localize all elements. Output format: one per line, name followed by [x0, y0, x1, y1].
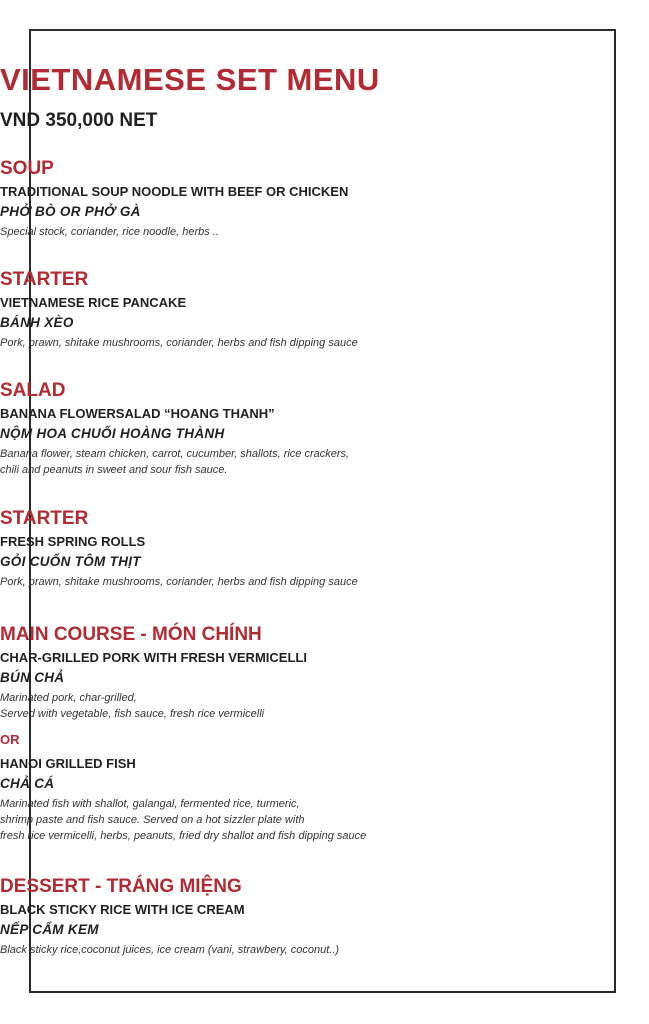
dish-name-vn: GỎI CUỐN TÔM THỊT [0, 554, 141, 569]
section-starter-2 [0, 506, 649, 590]
dish-name-en: BLACK STICKY RICE WITH ICE CREAM [0, 902, 245, 917]
dish-name-vn: PHỞ BÒ OR PHỞ GÀ [0, 204, 141, 219]
dish-name-en: FRESH SPRING ROLLS [0, 534, 146, 549]
section-title: MAIN COURSE - MÓN CHÍNH [0, 624, 262, 645]
dish-description: fresh rice vermicelli, herbs, peanuts, fried dry shallot and fish dipping sauce [0, 830, 367, 842]
section-soup [0, 156, 649, 240]
or-separator: OR [0, 732, 20, 747]
dish-description: chili and peanuts in sweet and sour fish sauce. [0, 464, 228, 476]
dish-description: Served with vegetable, fish sauce, fresh rice vermicelli [0, 708, 265, 720]
dish-name-en: CHAR-GRILLED PORK WITH FRESH VERMICELLI [0, 650, 307, 665]
section-main-course [0, 622, 649, 844]
dish-name-vn: CHẢ CÁ [0, 776, 55, 791]
dish-description: Marinated pork, char-grilled, [0, 692, 137, 704]
section-starter-1 [0, 267, 649, 351]
dish-description: Black sticky rice,coconut juices, ice cream (vani, strawbery, coconut..) [0, 944, 340, 956]
dish-description: Pork, prawn, shitake mushrooms, coriander, herbs and fish dipping sauce [0, 337, 358, 349]
dish-description: Special stock, coriander, rice noodle, herbs .. [0, 226, 219, 238]
section-title: STARTER [0, 269, 89, 290]
section-salad [0, 378, 649, 478]
section-title: SOUP [0, 158, 54, 179]
dish-name-en: HANOI GRILLED FISH [0, 756, 136, 771]
dish-name-en: TRADITIONAL SOUP NOODLE WITH BEEF OR CHICKEN [0, 184, 349, 199]
dish-description: Marinated fish with shallot, galangal, fermented rice, turmeric, [0, 798, 300, 810]
dish-description: shrimp paste and fish sauce. Served on a hot sizzler plate with [0, 814, 305, 826]
section-dessert [0, 874, 649, 958]
dish-name-vn: BÚN CHẢ [0, 670, 65, 685]
dish-description: Banana flower, steam chicken, carrot, cucumber, shallots, rice crackers, [0, 448, 350, 460]
section-title: STARTER [0, 508, 89, 529]
menu-title: VIETNAMESE SET MENU [0, 62, 380, 97]
dish-name-vn: BÁNH XÈO [0, 315, 74, 330]
dish-name-en: VIETNAMESE RICE PANCAKE [0, 295, 187, 310]
section-title: SALAD [0, 380, 66, 401]
menu-price: VND 350,000 NET [0, 110, 158, 131]
dish-name-en: BANANA FLOWERSALAD “HOANG THANH” [0, 406, 275, 421]
dish-description: Pork, prawn, shitake mushrooms, coriander, herbs and fish dipping sauce [0, 576, 358, 588]
dish-name-vn: NỘM HOA CHUỐI HOÀNG THÀNH [0, 426, 225, 441]
dish-name-vn: NẾP CẨM KEM [0, 922, 99, 937]
section-title: DESSERT - TRÁNG MIỆNG [0, 876, 242, 897]
